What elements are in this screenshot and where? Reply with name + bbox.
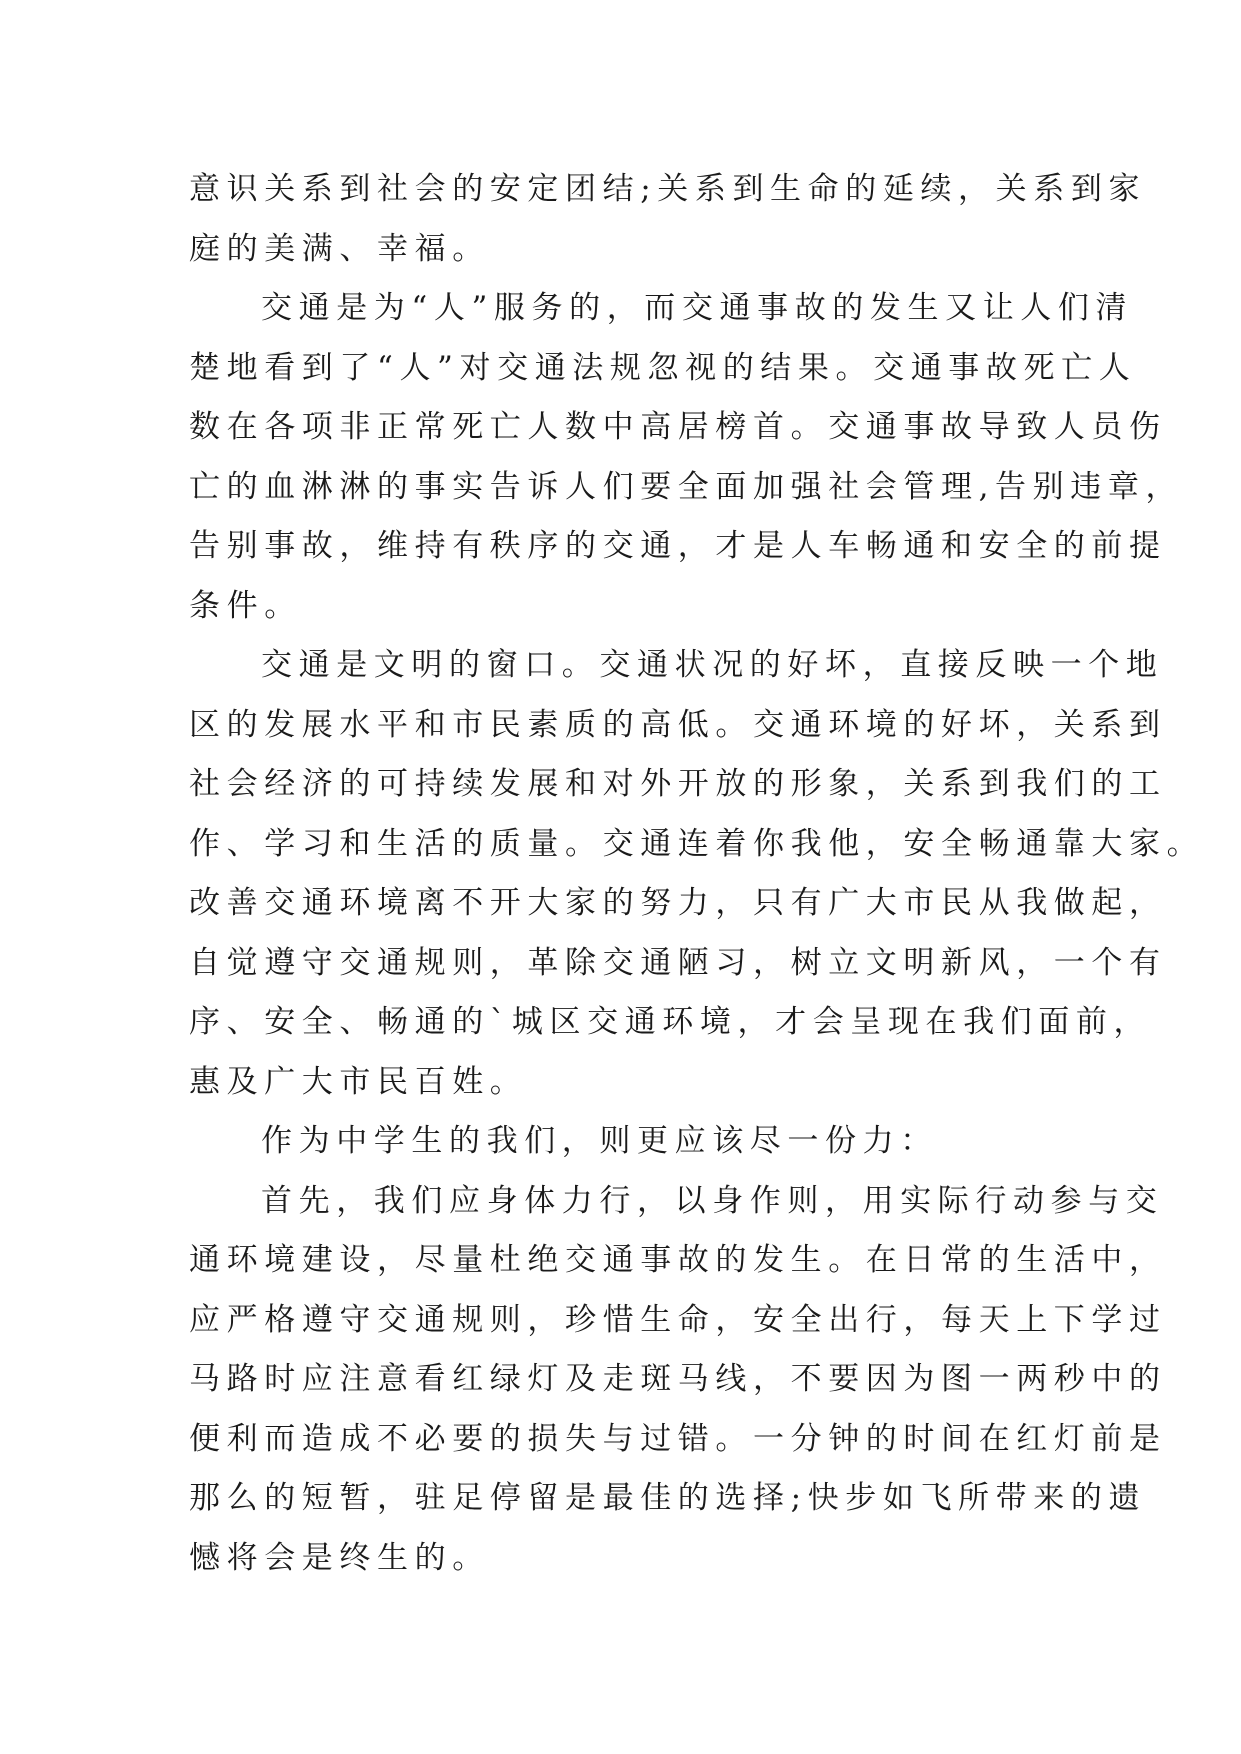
text-line: 庭的美满、幸福。 bbox=[189, 230, 490, 267]
text-line: 那么的短暂，驻足停留是最佳的选择;快步如飞所带来的遗 bbox=[189, 1480, 1147, 1516]
text-line: 社会经济的可持续发展和对外开放的形象，关系到我们的工 bbox=[189, 766, 1167, 802]
text-line: 便利而造成不必要的损失与过错。一分钟的时间在红灯前是 bbox=[189, 1420, 1167, 1457]
text-line: 改善交通环境离不开大家的努力，只有广大市民从我做起， bbox=[189, 885, 1167, 921]
text-line: 马路时应注意看红绿灯及走斑马线，不要因为图一两秒中的 bbox=[189, 1361, 1167, 1397]
text-line: 自觉遵守交通规则，革除交通陋习，树立文明新风，一个有 bbox=[189, 944, 1167, 981]
text-line: 亡的血淋淋的事实告诉人们要全面加强社会管理,告别违章， bbox=[189, 468, 1184, 505]
text-line: 意识关系到社会的安定团结;关系到生命的延续，关系到家 bbox=[189, 171, 1147, 207]
text-line: 区的发展水平和市民素质的高低。交通环境的好坏，关系到 bbox=[189, 706, 1167, 743]
text-line: 告别事故，维持有秩序的交通，才是人车畅通和安全的前提 bbox=[189, 528, 1167, 564]
text-line: 交通是为“人”服务的，而交通事故的发生又让人们清 bbox=[261, 290, 1134, 326]
text-line: 作为中学生的我们，则更应该尽一份力： bbox=[261, 1123, 938, 1159]
text-line: 作、学习和生活的质量。交通连着你我他，安全畅通靠大家。 bbox=[189, 825, 1205, 862]
text-line: 通环境建设，尽量杜绝交通事故的发生。在日常的生活中， bbox=[189, 1242, 1167, 1278]
text-line: 序、安全、畅通的`城区交通环境，才会呈现在我们面前， bbox=[189, 1004, 1152, 1040]
text-line: 惠及广大市民百姓。 bbox=[189, 1063, 528, 1100]
text-line: 数在各项非正常死亡人数中高居榜首。交通事故导致人员伤 bbox=[189, 409, 1167, 445]
text-line: 应严格遵守交通规则，珍惜生命，安全出行，每天上下学过 bbox=[189, 1301, 1167, 1338]
text-line: 条件。 bbox=[189, 587, 302, 624]
document-body bbox=[189, 160, 1205, 1588]
text-line: 楚地看到了“人”对交通法规忽视的结果。交通事故死亡人 bbox=[189, 349, 1137, 386]
text-line: 首先，我们应身体力行，以身作则，用实际行动参与交 bbox=[261, 1182, 1164, 1219]
text-line: 憾将会是终生的。 bbox=[189, 1539, 490, 1576]
text-line: 交通是文明的窗口。交通状况的好坏，直接反映一个地 bbox=[261, 647, 1164, 683]
